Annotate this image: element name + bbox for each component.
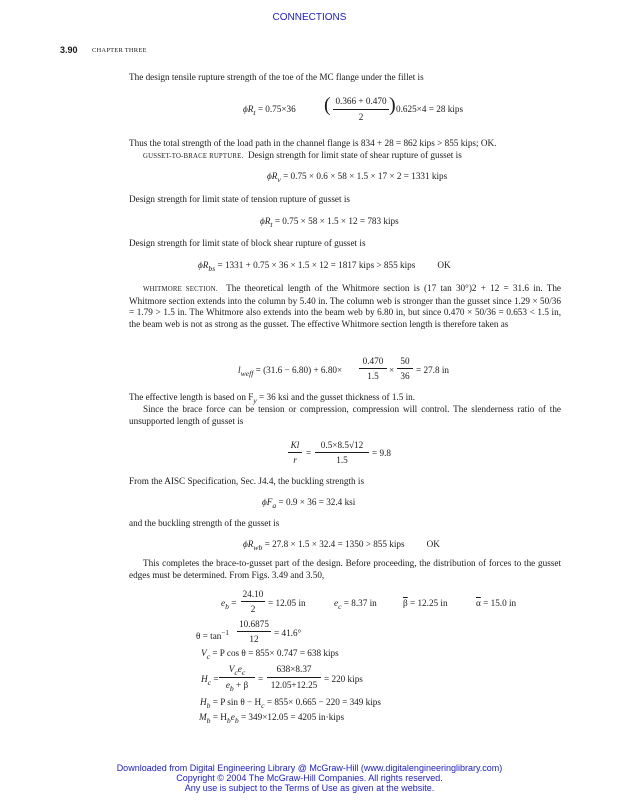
equation-shear-rupture: $\phi R_v = 0.75 \times 0.6 \times 58 \times 1.5 \times 17 \times 2 = 1331$ kips [267, 171, 448, 184]
equation-vc: $V_c = P$ cos θ = 855× 0.747 = 638 kips [201, 648, 339, 661]
chapter-title: CHAPTER THREE [92, 47, 147, 54]
paragraph-completes: This completes the brace-to-gusset part of the design. Before proceeding, the distribution of forces to the gusset edges must be determined. From Figs. 3.49 and 3.50, [129, 558, 561, 580]
paragraph-total-strength: Thus the total strength of the load path in the channel flange is 834 + 28 = 862 kips > 855 kips; OK. [129, 138, 497, 148]
page-number: 3.90 [60, 45, 78, 55]
footer-download-link[interactable]: Downloaded from Digital Engineering Library @ McGraw-Hill (www.digitalengineeringlibrary.com) [116, 763, 503, 773]
footer-copyright[interactable]: Copyright © 2004 The McGraw-Hill Companies. All rights reserved. [176, 773, 443, 783]
equation-buckling-stress: $\phi F_a = 0.9 \times 36 = 32.4$ ksi [262, 497, 356, 510]
paragraph-tension-rupture: Design strength for limit state of tension rupture of gusset is [129, 194, 350, 204]
paragraph-whitmore-section: WHITMORE SECTION. The theoretical length of the Whitmore section is (17 tan 30°)2 + 12 = 31.6 in. The Whitmore section extends into the column by 5.40 in. The column web is stronger than the gusset since 1.29 × 50/36 = 1.79 > 1.5 in. The Whitmore also extends into the beam web by 6.80 in, but since 0.470 × 50/36 = 0.653 < 1.5 in, the beam web is not as strong as the gusset. The effective Whitmore section length is therefore taken as [129, 283, 562, 329]
paragraph-block-shear: Design strength for limit state of block shear rupture of gusset is [129, 238, 366, 248]
footer-terms[interactable]: Any use is subject to the Terms of Use as given at the website. [184, 783, 435, 793]
paragraph-effective-length: The effective length is based on $F_y = 36$ ksi and the gusset thickness of 1.5 in. [129, 392, 416, 405]
equation-mb: $M_b = H_be_b = 349\times 12.05 = 4205$ in·kips [199, 712, 345, 725]
paragraph-toe-rupture: The design tensile rupture strength of the toe of the MC flange under the fillet is [129, 72, 424, 82]
paragraph-gusset-to-brace: GUSSET-TO-BRACE RUPTURE. Design strength for limit state of shear rupture of gusset is [143, 150, 462, 160]
equation-gusset-buckling: $\phi R_{wb} = 27.8 \times 1.5 \times 32.4 = 1350 > 855$ kips OK [243, 539, 440, 552]
equation-tension-rupture: $\phi R_t = 0.75 \times 58 \times 1.5 \times 12 = 783$ kips [260, 216, 399, 229]
paragraph-slenderness: Since the brace force can be tension or compression, compression will control. The slenderness ratio of the unsupported length of gusset is [129, 404, 561, 426]
paragraph-gusset-buckling: and the buckling strength of the gusset is [129, 518, 280, 528]
equation-block-shear: $\phi R_{bs} = 1331 + 0.75 \times 36 \times 1.5 \times 12 = 1817$ kips > 855 kips OK [198, 260, 451, 273]
equation-hb: $H_b = P$ $\sin \theta - H_c = 855\times 0.665 - 220 = 349$ kips [200, 697, 381, 710]
header-connections-link[interactable]: CONNECTIONS [272, 12, 347, 23]
paragraph-buckling-strength: From the AISC Specification, Sec. J4.4, the buckling strength is [129, 476, 365, 486]
